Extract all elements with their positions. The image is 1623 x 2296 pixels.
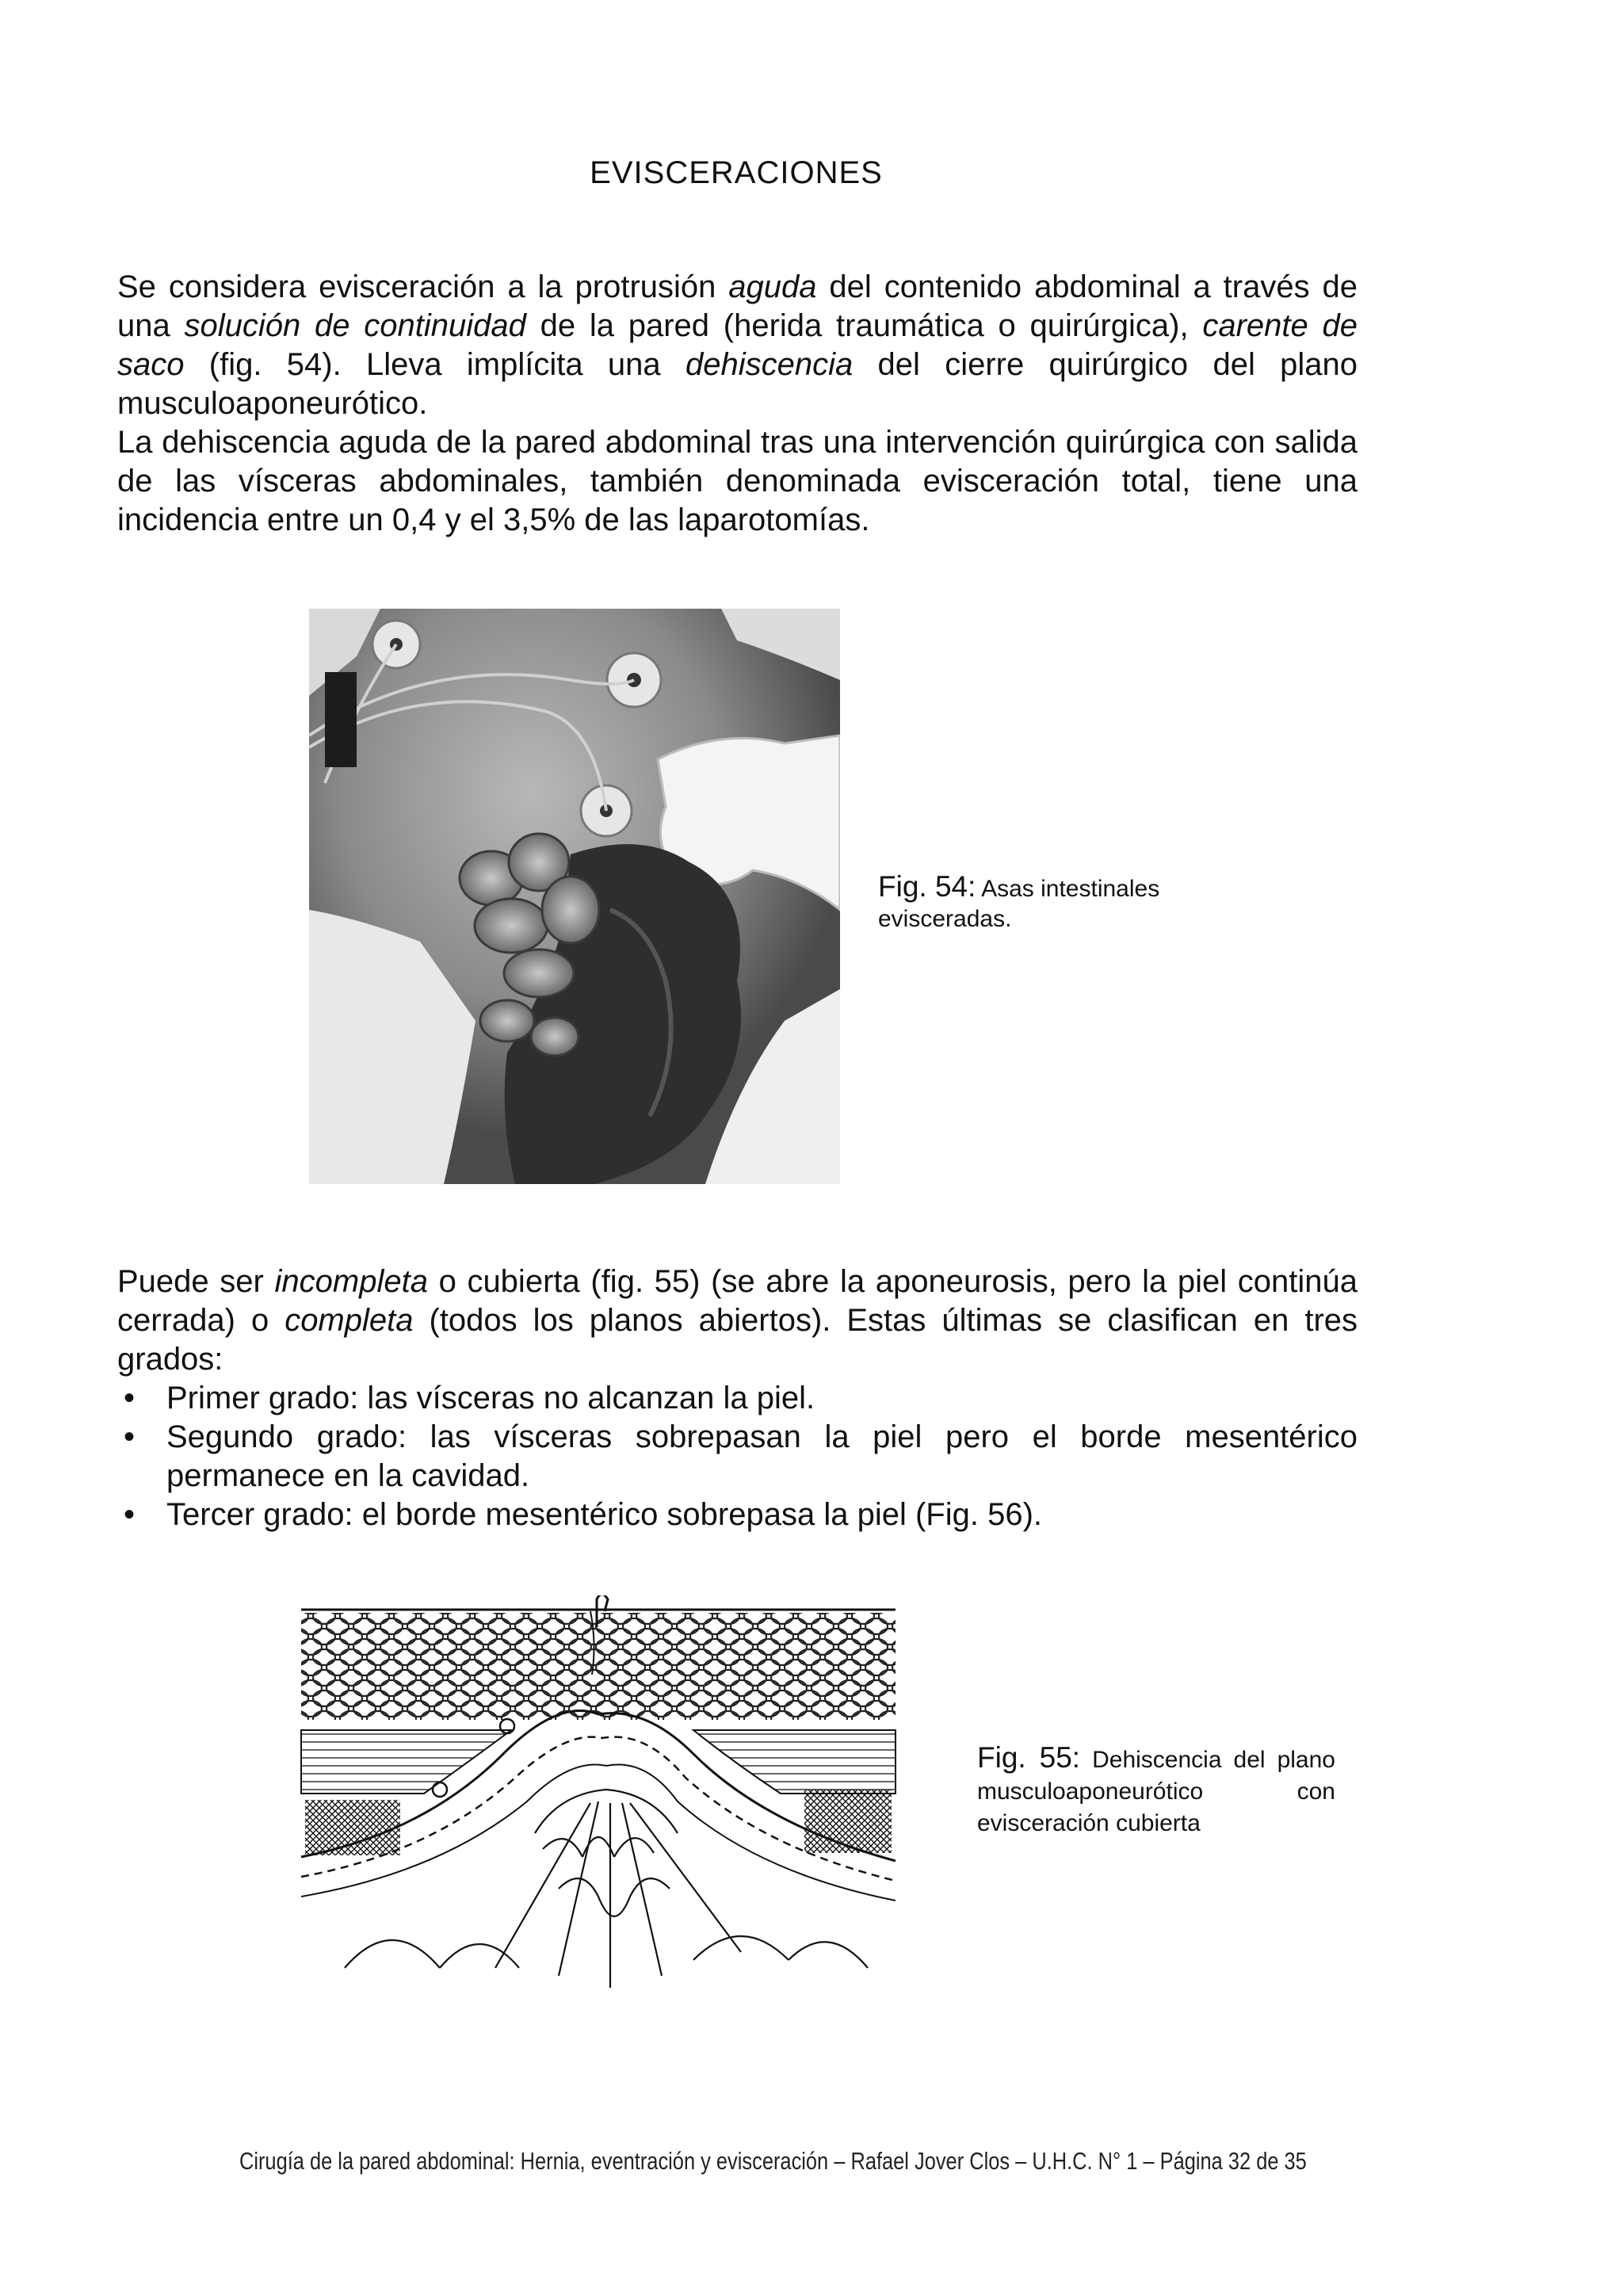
list-item: • Primer grado: las vísceras no alcanzan la piel. (117, 1379, 1358, 1418)
bullet-icon: • (124, 1381, 136, 1415)
fig55-drawing (297, 1595, 899, 1992)
page-title: EVISCERACIONES (590, 155, 883, 190)
list-item: • Segundo grado: las vísceras sobrepasan la piel pero el borde mesentérico permanece en la cavidad. (124, 1419, 1358, 1493)
intro-paragraph: Se considera evisceración a la protrusión aguda del contenido abdominal a través de una solución de continuidad de la pared (herida traumática o quirúrgica), carente de saco (fig. 54). Lleva implícita una dehiscencia del cierre quirúrgico del plano musculoaponeurótico. (117, 269, 1358, 421)
incidence-paragraph: La dehiscencia aguda de la pared abdominal tras una intervención quirúrgica con salida de las vísceras abdominales, también denominada evisceración total, tiene una incidencia entre un 0,4 y el 3,5% de las laparotomías. (117, 425, 1358, 537)
bullet-icon: • (124, 1497, 136, 1532)
fig54-photo (309, 609, 840, 1184)
page-footer: Cirugía de la pared abdominal: Hernia, eventración y evisceración – Rafael Jover Clos – U.H.C. N° 1 – Página 32 de 35 (239, 2147, 1307, 2175)
fig54-caption: Fig. 54: Asas intestinales evisceradas. (878, 870, 1160, 932)
bullet-icon: • (124, 1419, 136, 1454)
fig55-caption: Fig. 55: Dehiscencia del plano musculoaponeurótico con evisceración cubierta (977, 1741, 1335, 1836)
types-paragraph: Puede ser incompleta o cubierta (fig. 55) (se abre la aponeurosis, pero la piel continúa cerrada) o completa (todos los planos abiertos). Estas últimas se clasifican en tres grados: (117, 1264, 1358, 1377)
list-item: • Tercer grado: el borde mesentérico sobrepasa la piel (Fig. 56). (117, 1496, 1358, 1534)
grades-list (117, 1379, 1358, 1534)
